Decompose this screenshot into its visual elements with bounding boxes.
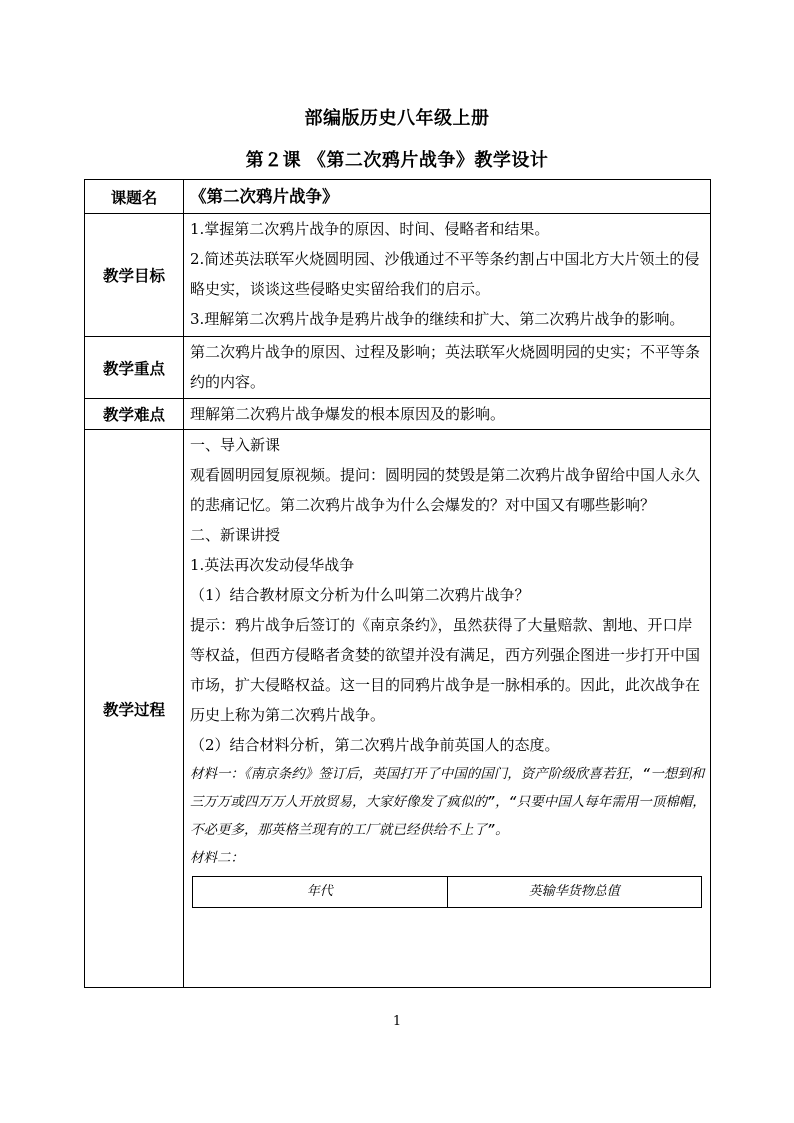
process-line: （1）结合教材原文分析为什么叫第二次鸦片战争？ <box>190 586 530 604</box>
lesson-plan-table <box>84 179 711 988</box>
document-title: 部编版历史八年级上册 <box>304 108 490 129</box>
goal-item: 1.掌握第二次鸦片战争的原因、时间、侵略者和结果。 <box>190 220 550 238</box>
lesson-title: 第２课 《第二次鸦片战争》教学设计 <box>245 150 549 171</box>
label-focus: 教学重点 <box>85 337 184 399</box>
label-process: 教学过程 <box>85 430 184 988</box>
difficulty-content: 理解第二次鸦片战争爆发的根本原因及的影响。 <box>190 405 506 423</box>
process-line: 一、导入新课 <box>190 436 281 454</box>
process-line: （2）结合材料分析，第二次鸦片战争前英国人的态度。 <box>190 736 560 754</box>
process-line: 二、新课讲授 <box>190 526 281 544</box>
material-one: 材料一：《南京条约》签订后，英国打开了中国的国门，资产阶级欣喜若狂，“一想到和三万万或四万万人开放贸易，大家好像发了疯似的”，“只要中国人每年需用一顶棉帽，不必更多，那英格兰现有的工厂就已经供给不上了”。 <box>190 766 706 838</box>
row-process <box>85 430 711 988</box>
goal-item: 2.简述英法联军火烧圆明园、沙俄通过不平等条约割占中国北方大片领土的侵略史实，谈谈这些侵略史实留给我们的启示。 <box>190 250 700 298</box>
focus-content: 第二次鸦片战争的原因、过程及影响；英法联军火烧圆明园的史实；不平等条约的内容。 <box>190 343 701 391</box>
lesson-name-value: 《第二次鸦片战争》 <box>190 187 339 206</box>
label-difficulty: 教学难点 <box>85 399 184 430</box>
process-content <box>184 430 710 908</box>
process-line: 1.英法再次发动侵华战争 <box>190 556 355 574</box>
label-goals: 教学目标 <box>85 214 184 337</box>
row-lesson-name <box>85 180 711 214</box>
material-two-label: 材料二： <box>190 850 244 866</box>
row-focus <box>85 337 711 399</box>
trade-table-header-value: 英输华货物总值 <box>447 877 702 908</box>
goal-item: 3.理解第二次鸦片战争是鸦片战争的继续和扩大、第二次鸦片战争的影响。 <box>190 310 685 328</box>
process-line: 观看圆明园复原视频。提问：圆明园的焚毁是第二次鸦片战争留给中国人永久的悲痛记忆。第二次鸦片战争为什么会爆发的？对中国又有哪些影响？ <box>190 466 701 514</box>
trade-table <box>192 876 702 908</box>
goals-content <box>184 214 710 334</box>
page-number: 1 <box>392 1014 402 1029</box>
row-goals <box>85 214 711 337</box>
label-lesson-name: 课题名 <box>85 180 184 214</box>
trade-table-header-year: 年代 <box>193 877 448 908</box>
row-difficulty <box>85 399 711 430</box>
process-line: 提示：鸦片战争后签订的《南京条约》，虽然获得了大量赔款、割地、开口岸等权益，但西方侵略者贪婪的欲望并没有满足，西方列强企图进一步打开中国市场，扩大侵略权益。这一目的同鸦片战争是一脉相承的。因此，此次战争在历史上称为第二次鸦片战争。 <box>190 616 701 724</box>
